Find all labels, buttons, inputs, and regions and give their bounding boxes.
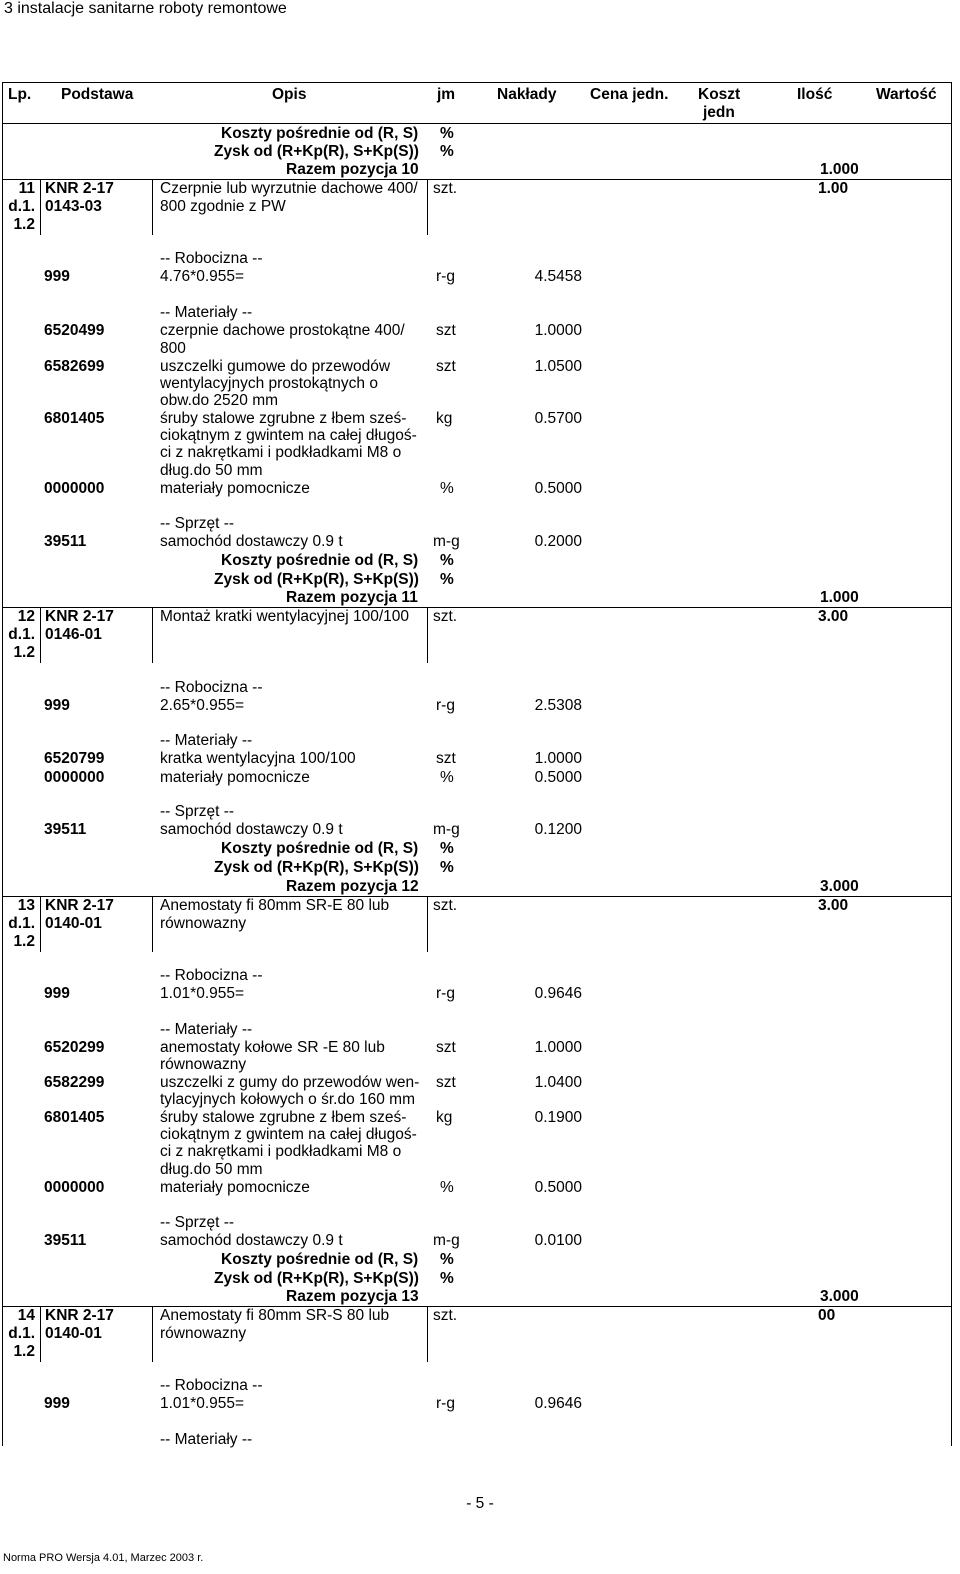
res-jm: r-g — [436, 697, 455, 714]
res-jm: r-g — [436, 1395, 455, 1412]
pos-v12: 1.2 — [13, 644, 35, 661]
row-col-divider — [40, 1306, 41, 1362]
res-formula: 4.76*0.955= — [160, 268, 245, 285]
row-separator — [2, 1306, 952, 1307]
res-jm: r-g — [436, 268, 455, 285]
res-value: 0.2000 — [534, 533, 582, 550]
res-code: 6520499 — [44, 322, 105, 339]
row-separator — [2, 896, 952, 897]
razem-value: 1.000 — [820, 589, 859, 606]
razem-label: Razem pozycja 11 — [286, 589, 418, 606]
zysk-label: Zysk od (R+Kp(R), S+Kp(S)) — [214, 1270, 419, 1287]
pos-ilosc: 00 — [818, 1307, 836, 1324]
section-sprzet: -- Sprzęt -- — [160, 803, 235, 820]
res-code: 6582699 — [44, 358, 105, 375]
row-col-divider — [152, 607, 153, 663]
pos-v12: 1.2 — [13, 933, 35, 950]
res-desc: materiały pomocnicze — [160, 769, 310, 786]
col-podstawa: Podstawa — [61, 86, 134, 103]
row-col-divider — [152, 1306, 153, 1362]
razem-label: Razem pozycja 13 — [286, 1288, 419, 1305]
pos-desc: Anemostaty fi 80mm SR-E 80 lub — [160, 897, 390, 914]
res-desc: kratka wentylacyjna 100/100 — [160, 750, 356, 767]
res-value: 0.5000 — [534, 769, 582, 786]
pos-code: 0140-01 — [45, 1325, 102, 1342]
res-value: 0.1200 — [534, 821, 582, 838]
res-desc: obw.do 2520 mm — [160, 392, 279, 409]
section-robocizna: -- Robocizna -- — [160, 250, 263, 267]
section-sprzet: -- Sprzęt -- — [160, 515, 235, 532]
kp-pct: % — [440, 552, 454, 569]
res-formula: 1.01*0.955= — [160, 1395, 245, 1412]
res-jm: szt — [436, 358, 456, 375]
res-desc: ci z nakrętkami i podkładkami M8 o — [160, 1143, 402, 1160]
res-formula: 1.01*0.955= — [160, 985, 245, 1002]
res-code: 0000000 — [44, 480, 105, 497]
row-col-divider — [40, 896, 41, 952]
kp-pct: % — [440, 840, 454, 857]
res-value: 4.5458 — [534, 268, 582, 285]
res-value: 1.0000 — [534, 750, 582, 767]
pos-code: 0146-01 — [45, 626, 102, 643]
res-jm: r-g — [436, 985, 455, 1002]
pos-desc: równowazny — [160, 1325, 247, 1342]
zysk-label: Zysk od (R+Kp(R), S+Kp(S)) — [214, 143, 419, 160]
pos-jm: szt. — [433, 897, 458, 914]
res-code: 6520799 — [44, 750, 105, 767]
zysk-pct: % — [440, 143, 454, 160]
res-code: 39511 — [44, 533, 87, 550]
pos-knr: KNR 2-17 — [45, 608, 114, 625]
res-value: 0.1900 — [534, 1109, 582, 1126]
pos-lp: 12 — [17, 608, 35, 625]
res-value: 1.0000 — [534, 322, 582, 339]
row-col-divider — [40, 607, 41, 663]
pos-d1: d.1. — [8, 198, 35, 215]
res-value: 0.9646 — [534, 985, 582, 1002]
pos-desc: Czerpnie lub wyrzutnie dachowe 400/ — [160, 180, 418, 197]
res-code: 999 — [44, 268, 70, 285]
zysk-label: Zysk od (R+Kp(R), S+Kp(S)) — [214, 571, 419, 588]
zysk-pct: % — [440, 571, 454, 588]
pos-d1: d.1. — [8, 1325, 35, 1342]
row-col-divider — [152, 896, 153, 952]
kp-label: Koszty pośrednie od (R, S) — [221, 840, 419, 857]
res-value: 1.0500 — [534, 358, 582, 375]
res-code: 0000000 — [44, 1179, 105, 1196]
col-koszt-jedn: jedn — [703, 104, 735, 121]
res-desc: uszczelki gumowe do przewodów — [160, 358, 391, 375]
pos-knr: KNR 2-17 — [45, 1307, 114, 1324]
table-right-border — [951, 124, 952, 1446]
pos-d1: d.1. — [8, 915, 35, 932]
col-wartosc: Wartość — [876, 86, 937, 103]
res-desc: samochód dostawczy 0.9 t — [160, 821, 343, 838]
res-desc: materiały pomocnicze — [160, 480, 310, 497]
pos-jm: szt. — [433, 608, 458, 625]
res-code: 39511 — [44, 821, 87, 838]
col-koszt: Koszt — [698, 86, 741, 103]
pos-desc: 800 zgodnie z PW — [160, 198, 286, 215]
res-desc: samochód dostawczy 0.9 t — [160, 1232, 343, 1249]
res-code: 39511 — [44, 1232, 87, 1249]
res-desc: ciokątnym z gwintem na całej długoś- — [160, 427, 417, 444]
zysk-label: Zysk od (R+Kp(R), S+Kp(S)) — [214, 859, 419, 876]
res-desc: 800 — [160, 340, 186, 357]
res-desc: ci z nakrętkami i podkładkami M8 o — [160, 444, 402, 461]
res-desc: tylacyjnych kołowych o śr.do 160 mm — [160, 1091, 415, 1108]
pos-d1: d.1. — [8, 626, 35, 643]
zysk-pct: % — [440, 1270, 454, 1287]
res-jm: m-g — [433, 821, 460, 838]
pos-desc: równowazny — [160, 915, 247, 932]
razem-label: Razem pozycja 10 — [286, 161, 419, 178]
row-col-divider — [427, 179, 428, 235]
col-ilosc: Ilość — [797, 86, 833, 103]
pos-knr: KNR 2-17 — [45, 897, 114, 914]
col-cena: Cena jedn. — [590, 86, 669, 103]
res-value: 0.0100 — [534, 1232, 582, 1249]
res-value: 0.5700 — [534, 410, 582, 427]
pos-ilosc: 3.00 — [818, 897, 849, 914]
res-desc: śruby stalowe zgrubne z łbem sześ- — [160, 1109, 407, 1126]
footer-note: Norma PRO Wersja 4.01, Marzec 2003 r. — [3, 1552, 204, 1564]
section-materialy: -- Materiały -- — [160, 1021, 253, 1038]
res-jm: szt — [436, 1039, 456, 1056]
res-desc: wentylacyjnych prostokątnych o — [160, 375, 378, 392]
res-desc: materiały pomocnicze — [160, 1179, 310, 1196]
table-left-border — [2, 124, 3, 1446]
pos-lp: 11 — [18, 180, 35, 197]
section-materialy: -- Materiały -- — [160, 732, 253, 749]
res-value: 1.0000 — [534, 1039, 582, 1056]
res-jm: % — [440, 769, 454, 786]
res-jm: szt — [436, 322, 456, 339]
res-code: 0000000 — [44, 769, 105, 786]
res-jm: % — [440, 1179, 454, 1196]
pos-v12: 1.2 — [13, 1343, 35, 1360]
res-desc: samochód dostawczy 0.9 t — [160, 533, 343, 550]
page-number: - 5 - — [466, 1495, 494, 1512]
pos-jm: szt. — [433, 180, 458, 197]
res-desc: dług.do 50 mm — [160, 462, 263, 479]
pos-knr: KNR 2-17 — [45, 180, 114, 197]
section-materialy: -- Materiały -- — [160, 1431, 253, 1448]
razem-label: Razem pozycja 12 — [286, 878, 419, 895]
pos-desc: Anemostaty fi 80mm SR-S 80 lub — [160, 1307, 390, 1324]
col-opis: Opis — [272, 86, 307, 103]
pos-jm: szt. — [433, 1307, 458, 1324]
res-desc: uszczelki z gumy do przewodów wen- — [160, 1074, 420, 1091]
res-desc: równowazny — [160, 1056, 247, 1073]
res-desc: ciokątnym z gwintem na całej długoś- — [160, 1126, 417, 1143]
res-code: 6520299 — [44, 1039, 105, 1056]
res-code: 6801405 — [44, 410, 105, 427]
section-robocizna: -- Robocizna -- — [160, 679, 263, 696]
row-col-divider — [427, 1306, 428, 1362]
res-desc: śruby stalowe zgrubne z łbem sześ- — [160, 410, 407, 427]
section-robocizna: -- Robocizna -- — [160, 1377, 263, 1394]
res-code: 999 — [44, 1395, 70, 1412]
row-separator — [2, 607, 952, 608]
res-jm: m-g — [433, 533, 460, 550]
section-sprzet: -- Sprzęt -- — [160, 1214, 235, 1231]
res-jm: szt — [436, 1074, 456, 1091]
pos-code: 0143-03 — [45, 198, 102, 215]
page-title: 3 instalacje sanitarne roboty remontowe — [4, 0, 287, 17]
res-desc: czerpnie dachowe prostokątne 400/ — [160, 322, 405, 339]
pos-code: 0140-01 — [45, 915, 102, 932]
pos-desc: Montaż kratki wentylacyjnej 100/100 — [160, 608, 409, 625]
pos-v12: 1.2 — [13, 216, 35, 233]
col-lp: Lp. — [8, 86, 32, 103]
res-formula: 2.65*0.955= — [160, 697, 245, 714]
res-value: 2.5308 — [534, 697, 582, 714]
section-robocizna: -- Robocizna -- — [160, 967, 263, 984]
kp-label: Koszty pośrednie od (R, S) — [221, 125, 419, 142]
res-code: 999 — [44, 985, 70, 1002]
kp-label: Koszty pośrednie od (R, S) — [221, 552, 419, 569]
row-col-divider — [152, 179, 153, 235]
row-col-divider — [427, 896, 428, 952]
pos-lp: 14 — [17, 1307, 35, 1324]
row-col-divider — [40, 179, 41, 235]
res-desc: dług.do 50 mm — [160, 1161, 263, 1178]
row-col-divider — [427, 607, 428, 663]
pos-lp: 13 — [17, 897, 35, 914]
razem-value: 1.000 — [820, 161, 859, 178]
res-value: 1.0400 — [534, 1074, 582, 1091]
pos-ilosc: 1.00 — [818, 180, 849, 197]
col-naklady: Nakłady — [497, 86, 557, 103]
res-value: 0.5000 — [534, 480, 582, 497]
section-materialy: -- Materiały -- — [160, 304, 253, 321]
res-jm: szt — [436, 750, 456, 767]
kp-pct: % — [440, 1251, 454, 1268]
razem-value: 3.000 — [820, 1288, 859, 1305]
res-jm: % — [440, 480, 454, 497]
res-jm: kg — [436, 410, 453, 427]
res-desc: anemostaty kołowe SR -E 80 lub — [160, 1039, 385, 1056]
res-code: 6582299 — [44, 1074, 105, 1091]
zysk-pct: % — [440, 859, 454, 876]
res-jm: m-g — [433, 1232, 460, 1249]
row-separator — [2, 179, 952, 180]
res-code: 999 — [44, 697, 70, 714]
col-jm: jm — [437, 86, 456, 103]
kp-pct: % — [440, 125, 454, 142]
res-code: 6801405 — [44, 1109, 105, 1126]
kp-label: Koszty pośrednie od (R, S) — [221, 1251, 419, 1268]
res-value: 0.9646 — [534, 1395, 582, 1412]
res-value: 0.5000 — [534, 1179, 582, 1196]
res-jm: kg — [436, 1109, 453, 1126]
razem-value: 3.000 — [820, 878, 859, 895]
pos-ilosc: 3.00 — [818, 608, 849, 625]
